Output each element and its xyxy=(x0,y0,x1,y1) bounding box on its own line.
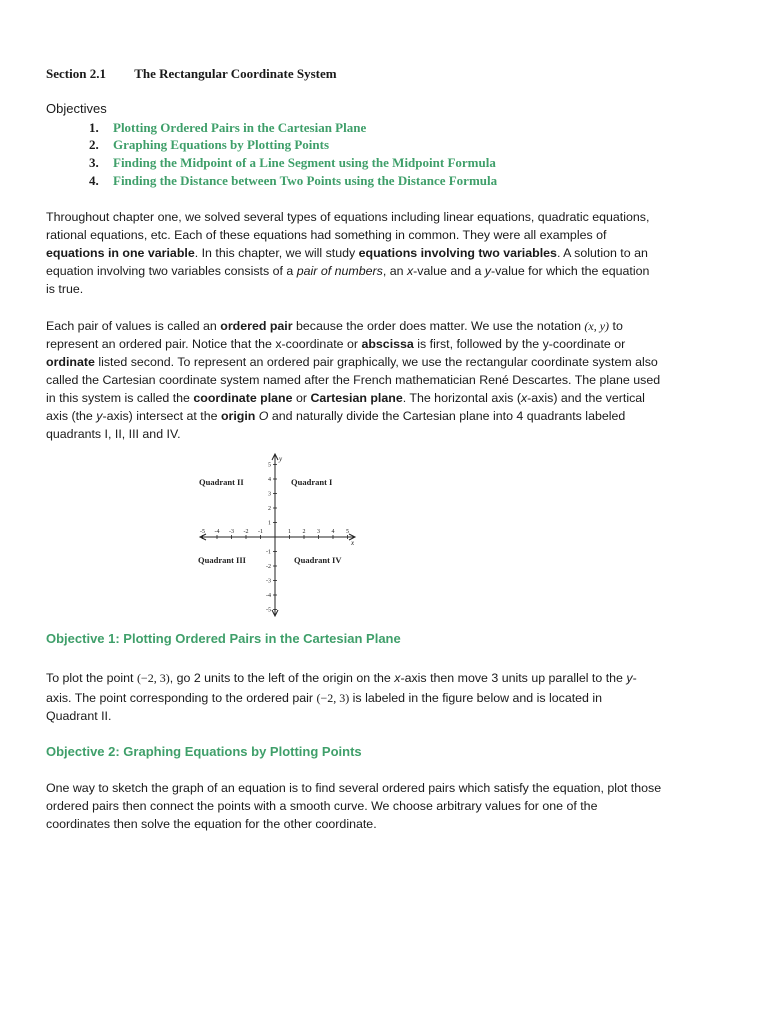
y-tick-label: -1 xyxy=(266,549,271,556)
objective-1-heading: Objective 1: Plotting Ordered Pairs in the Cartesian Plane xyxy=(46,631,401,646)
objective-link[interactable]: Plotting Ordered Pairs in the Cartesian Plane xyxy=(113,120,367,135)
x-tick-label: -3 xyxy=(229,529,234,535)
document-page: Section 2.1 The Rectangular Coordinate System Objectives 1. Plotting Ordered Pairs in the Cartesian Plane 2. Graphing Equations by Plotting Points 3. Finding the Midpoint of a Line Segment using the Midpoint Formula 4. Finding the Distance between Two Points using the Distance Formula Throughout chapter one, we solved several types of equations including linear equations, quadratic equations, rational equations, etc. Each of these equations had something in common. They were all examples of equations in one variable. In this chapter, we will study equations involving two variables. A solution to an equation involving two variables consists of a pair of numbers, an x-value and a y-value for which the equation is true. Each pair of values is called an ordered pair because the order does matter. We use the notation (x, y) to represent an ordered pair. Notice that the x-coordinate or abscissa is first, followed by the y-coordinate or ordinate listed second. To represent an ordered pair graphically, we use the rectangular coordinate system also called the Cartesian coordinate system named after the French mathematician René Descartes. The plane used in this system is called the coordinate plane or Cartesian plane. The horizontal axis (x-axis) and the vertical axis (the y-axis) intersect at the origin O and naturally divide the Cartesian plane into 4 quadrants labeled quadrants I, II, III and IV. -5 -4 -3 -2 -1 1 2 3 4 5 5 4 3 2 1 -1 -2 -3 -4 -5 y x Quadrant II Quadrant I Quadrant III Quadrant IV Objective 1: Plotting Ordered Pairs in the Cartesian Plane To plot the point (−2, 3), go 2 units to the left of the origin on the x-axis then move 3 units up parallel to the y- axis. The point corresponding to the ordered pair (−2, 3) is labeled in the figure below and is located in Quadrant II. Objective 2: Graphing Equations by Plotting Points One way to sketch the graph of an equation is to find several ordered pairs which satisfy the equation, plot those ordered pairs then connect the points with a smooth curve. We choose arbitrary values for one of the coordinates then solve the equation for the other coordinate. xyxy=(46,66,662,831)
objective-item: 4. Finding the Distance between Two Points using the Distance Formula xyxy=(89,173,498,188)
objective-link[interactable]: Finding the Midpoint of a Line Segment using the Midpoint Formula xyxy=(113,155,496,170)
quadrant-4-label: Quadrant IV xyxy=(294,555,342,565)
point-notation: (−2, 3) xyxy=(136,671,170,685)
y-tick-label: -3 xyxy=(266,578,271,585)
y-tick-label: 2 xyxy=(268,506,271,512)
x-tick-label: 5 xyxy=(346,529,349,535)
y-tick-label: 1 xyxy=(268,520,271,527)
x-axis-label: x xyxy=(351,539,355,547)
section-header xyxy=(46,65,337,83)
point-notation: (−2, 3) xyxy=(316,691,350,705)
x-tick-label: 1 xyxy=(288,529,291,535)
y-tick-label: 5 xyxy=(268,462,271,469)
x-tick-label: -1 xyxy=(258,529,263,535)
x-tick-label: 3 xyxy=(317,529,320,535)
quadrant-2-label: Quadrant II xyxy=(199,477,244,487)
section-title: The Rectangular Coordinate System xyxy=(134,66,337,81)
objective-link[interactable]: Finding the Distance between Two Points using the Distance Formula xyxy=(113,173,498,188)
quadrant-3-label: Quadrant III xyxy=(198,555,246,565)
x-tick-label: -5 xyxy=(200,529,205,535)
y-tick-label: -4 xyxy=(266,593,271,599)
x-tick-label: 4 xyxy=(331,529,335,535)
objective-link[interactable]: Graphing Equations by Plotting Points xyxy=(113,137,329,152)
objective-item: 1. Plotting Ordered Pairs in the Cartesian Plane xyxy=(89,120,367,135)
y-tick-label: 3 xyxy=(268,491,271,498)
quadrant-1-label: Quadrant I xyxy=(291,477,333,487)
objective-item: 3. Finding the Midpoint of a Line Segment using the Midpoint Formula xyxy=(89,155,496,170)
x-tick-label: -4 xyxy=(214,529,220,535)
objective-2-heading: Objective 2: Graphing Equations by Plotting Points xyxy=(46,744,362,759)
x-tick-label: 2 xyxy=(302,529,306,535)
y-tick-label: -2 xyxy=(266,564,271,570)
objective-item: 2. Graphing Equations by Plotting Points xyxy=(89,137,329,152)
y-axis-label: y xyxy=(279,455,283,463)
y-tick-label: 4 xyxy=(268,477,271,483)
objectives-heading: Objectives xyxy=(46,101,107,116)
x-tick-label: -2 xyxy=(243,529,249,535)
notation-xy: (x, y) xyxy=(584,319,610,333)
coordinate-plane-figure xyxy=(190,450,370,620)
y-tick-label: -5 xyxy=(266,607,271,614)
section-number: Section 2.1 xyxy=(46,66,106,81)
